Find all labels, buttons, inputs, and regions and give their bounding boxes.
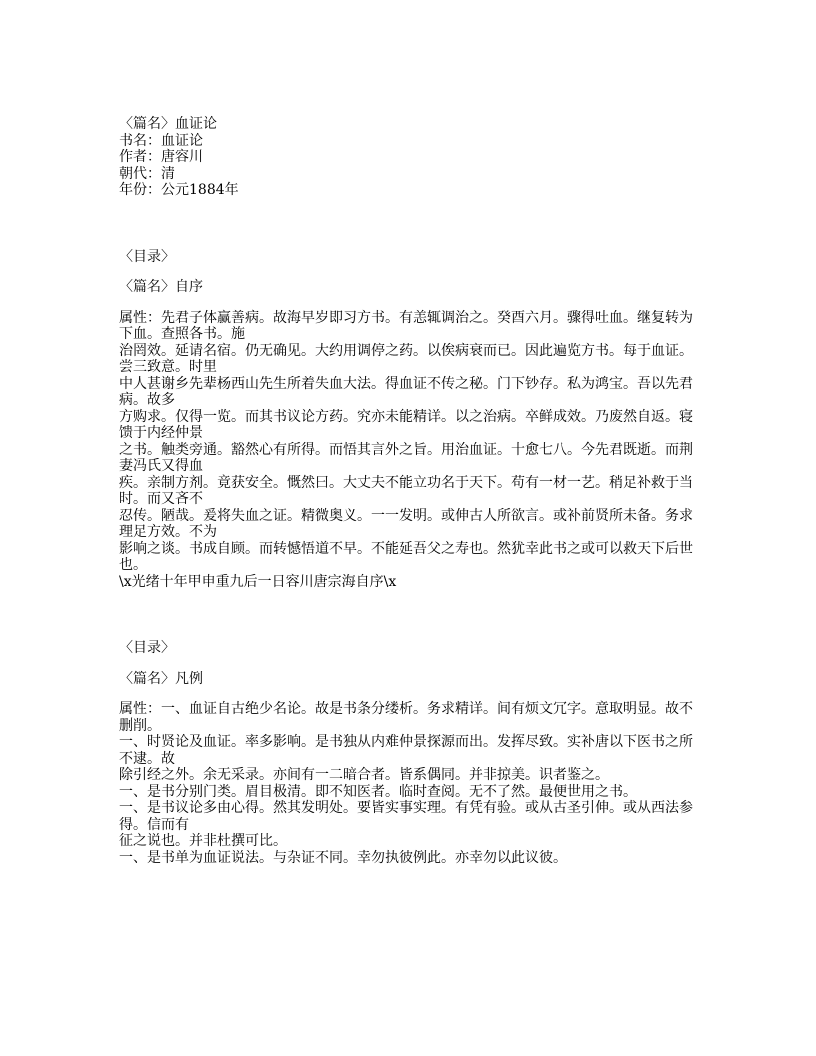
- author: 作者：唐容川: [119, 149, 203, 165]
- body-line: 一、是书分别门类。眉目极清。即不知医者。临时查阅。无不了然。最便世用之书。: [119, 783, 637, 800]
- body-line: 之书。触类旁通。豁然心有所得。而悟其言外之旨。用治血证。十愈七八。今先君既逝。而荆: [119, 441, 693, 458]
- body-line: 病。故多: [119, 392, 175, 408]
- body-line: 中人甚谢乡先辈杨西山先生所着失血大法。得血证不传之秘。门下钞存。私为鸿宝。吾以先君: [119, 375, 693, 392]
- spacer: [119, 265, 699, 279]
- spacer: [119, 296, 699, 310]
- spacer: [119, 199, 699, 249]
- section-body: [119, 701, 699, 866]
- body-line: 属性：先君子体赢善病。故海早岁即习方书。有恙辄调治之。癸酉六月。骤得吐血。继复转为: [119, 309, 693, 326]
- body-line: 除引经之外。余无采录。亦间有一二暗合者。皆系偶同。并非掠美。识者鉴之。: [119, 767, 609, 783]
- document-page: [119, 116, 699, 866]
- body-line: 不逮。故: [119, 750, 175, 767]
- spacer: [119, 687, 699, 701]
- body-line: 也。: [119, 557, 147, 573]
- body-line: 影响之谈。书成自顾。而转憾悟道不早。不能延吾父之寿也。然犹幸此书之或可以救天下后世: [119, 540, 693, 557]
- body-line: 属性：一、血证自古绝少名论。故是书条分缕析。务求精详。间有烦文冗字。意取明显。故不: [119, 701, 693, 717]
- body-line: 一、时贤论及血证。率多影响。是书独从内难仲景探源而出。发挥尽致。实补唐以下医书之所: [119, 734, 693, 750]
- body-line: 馈于内经仲景: [119, 425, 203, 441]
- signature-line: \x光绪十年甲申重九后一日容川唐宗海自序\x: [119, 573, 397, 590]
- body-line: 下血。查照各书。施: [119, 326, 245, 342]
- toc-label: 〈目录〉: [119, 640, 175, 656]
- body-line: 方购求。仅得一览。而其书议论方药。究亦未能精详。以之治病。卒鲜成效。乃废然自返。寝: [119, 408, 693, 425]
- body-line: 一、是书议论多由心得。然其发明处。要皆实事实理。有凭有验。或从古圣引伸。或从西法参: [119, 800, 693, 816]
- spacer: [119, 590, 699, 640]
- year: 年份：公元1884年: [119, 182, 239, 198]
- body-line: 尝三致意。时里: [119, 359, 217, 375]
- body-line: 征之说也。并非杜撰可比。: [119, 833, 287, 849]
- section-body: [119, 310, 699, 591]
- body-line: 得。信而有: [119, 816, 189, 833]
- spacer: [119, 657, 699, 671]
- metadata-block: [119, 116, 699, 199]
- body-line: 疾。亲制方剂。竟获安全。慨然曰。大丈夫不能立功名于天下。苟有一材一艺。稍足补救于当: [119, 474, 693, 491]
- section-conventions: [119, 640, 699, 866]
- toc-label: 〈目录〉: [119, 248, 175, 265]
- chapter-heading: 〈篇名〉血证论: [119, 116, 217, 132]
- body-line: 时。而又吝不: [119, 491, 203, 507]
- body-line: 忍传。陋哉。爰将失血之证。精微奥义。一一发明。或伸古人所欲言。或补前贤所未备。务求: [119, 507, 693, 524]
- body-line: 妻冯氏又得血: [119, 458, 203, 474]
- section-heading: 〈篇名〉凡例: [119, 670, 203, 687]
- section-heading: 〈篇名〉自序: [119, 279, 203, 295]
- book-title: 书名：血证论: [119, 132, 203, 149]
- section-preface: [119, 249, 699, 591]
- body-line: 理足方效。不为: [119, 524, 217, 540]
- body-line: 删削。: [119, 717, 161, 734]
- body-line: 一、是书单为血证说法。与杂证不同。幸勿执彼例此。亦幸勿以此议彼。: [119, 849, 567, 866]
- dynasty: 朝代：清: [119, 165, 175, 182]
- body-line: 治罔效。延请名宿。仍无确见。大约用调停之药。以俟病衰而已。因此遍览方书。每于血证。: [119, 342, 693, 359]
